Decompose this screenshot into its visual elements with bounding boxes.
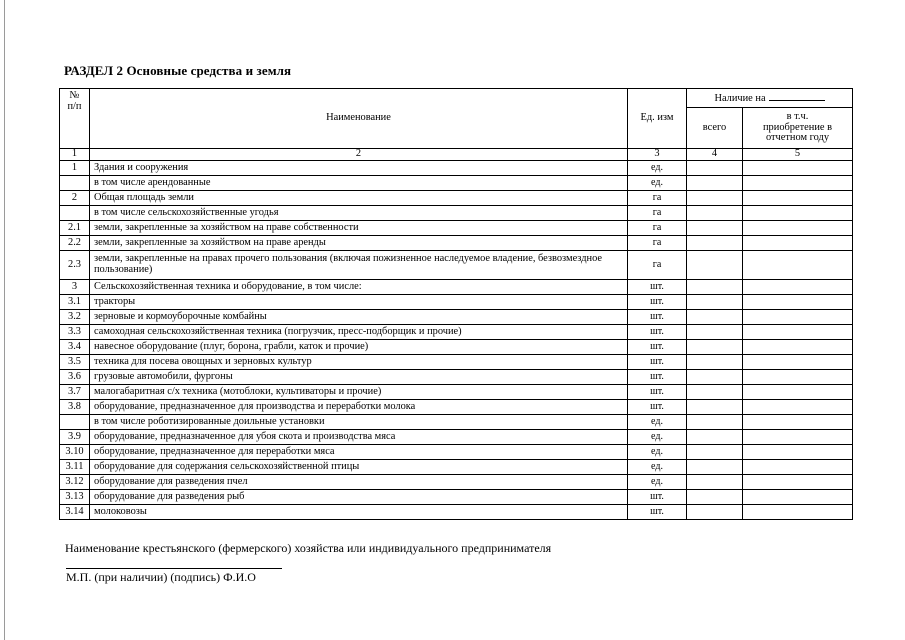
row-number: 3.10 xyxy=(60,445,90,460)
table-row xyxy=(60,355,853,370)
row-name: земли, закрепленные на правах прочего пользования (включая пожизненное наследуемое владение, безвозмездное пользование) xyxy=(90,251,628,280)
header-acquired-label: в т.ч. приобретение в отчетном году xyxy=(763,110,832,144)
row-name: оборудование, предназначенное для производства и переработки молока xyxy=(90,400,628,415)
row-unit: шт. xyxy=(628,280,687,295)
row-acquired-input[interactable] xyxy=(743,161,853,176)
fixed-assets-table xyxy=(59,88,853,520)
row-name: зерновые и кормоуборочные комбайны xyxy=(90,310,628,325)
row-number: 1 xyxy=(60,161,90,176)
row-acquired-input[interactable] xyxy=(743,325,853,340)
row-name: малогабаритная с/х техника (мотоблоки, культиваторы и прочие) xyxy=(90,385,628,400)
table-row xyxy=(60,430,853,445)
table-row xyxy=(60,236,853,251)
row-acquired-input[interactable] xyxy=(743,475,853,490)
row-number xyxy=(60,206,90,221)
availability-date-field[interactable] xyxy=(769,91,825,101)
row-number: 3.9 xyxy=(60,430,90,445)
row-unit: шт. xyxy=(628,490,687,505)
row-unit: ед. xyxy=(628,475,687,490)
table-row xyxy=(60,505,853,520)
row-name: Сельскохозяйственная техника и оборудование, в том числе: xyxy=(90,280,628,295)
row-total-input[interactable] xyxy=(687,340,743,355)
row-total-input[interactable] xyxy=(687,415,743,430)
table-row xyxy=(60,415,853,430)
column-number-row xyxy=(60,149,853,161)
row-name: земли, закрепленные за хозяйством на праве собственности xyxy=(90,221,628,236)
row-name: техника для посева овощных и зерновых культур xyxy=(90,355,628,370)
row-acquired-input[interactable] xyxy=(743,206,853,221)
row-name: Здания и сооружения xyxy=(90,161,628,176)
header-unit-label: Ед. изм xyxy=(640,112,674,124)
row-total-input[interactable] xyxy=(687,206,743,221)
row-number: 2.2 xyxy=(60,236,90,251)
table-row xyxy=(60,460,853,475)
row-acquired-input[interactable] xyxy=(743,221,853,236)
row-name: грузовые автомобили, фургоны xyxy=(90,370,628,385)
table-row xyxy=(60,206,853,221)
row-total-input[interactable] xyxy=(687,400,743,415)
row-number: 2 xyxy=(60,191,90,206)
row-unit: шт. xyxy=(628,340,687,355)
row-acquired-input[interactable] xyxy=(743,385,853,400)
row-acquired-input[interactable] xyxy=(743,415,853,430)
row-total-input[interactable] xyxy=(687,475,743,490)
table-row xyxy=(60,251,853,280)
row-number xyxy=(60,176,90,191)
table-row xyxy=(60,280,853,295)
row-acquired-input[interactable] xyxy=(743,295,853,310)
row-number: 3.13 xyxy=(60,490,90,505)
row-total-input[interactable] xyxy=(687,505,743,520)
row-total-input[interactable] xyxy=(687,280,743,295)
row-acquired-input[interactable] xyxy=(743,355,853,370)
row-total-input[interactable] xyxy=(687,325,743,340)
row-name: навесное оборудование (плуг, борона, грабли, каток и прочие) xyxy=(90,340,628,355)
row-number: 3.3 xyxy=(60,325,90,340)
row-number: 3.1 xyxy=(60,295,90,310)
farm-name-caption: Наименование крестьянского (фермерского) хозяйства или индивидуального предпринимателя xyxy=(65,541,552,555)
row-unit: га xyxy=(628,191,687,206)
table-row xyxy=(60,370,853,385)
row-unit: шт. xyxy=(628,505,687,520)
row-acquired-input[interactable] xyxy=(743,505,853,520)
row-acquired-input[interactable] xyxy=(743,340,853,355)
table-row xyxy=(60,340,853,355)
row-unit: га xyxy=(628,236,687,251)
table-row xyxy=(60,221,853,236)
row-unit: шт. xyxy=(628,400,687,415)
row-number: 3.4 xyxy=(60,340,90,355)
row-unit: га xyxy=(628,251,687,280)
row-acquired-input[interactable] xyxy=(743,370,853,385)
row-unit: ед. xyxy=(628,161,687,176)
column-number: 4 xyxy=(687,149,743,161)
row-name: оборудование, предназначенное для переработки мяса xyxy=(90,445,628,460)
row-number: 3.2 xyxy=(60,310,90,325)
row-acquired-input[interactable] xyxy=(743,191,853,206)
column-number: 3 xyxy=(628,149,687,161)
row-unit: шт. xyxy=(628,295,687,310)
row-total-input[interactable] xyxy=(687,355,743,370)
row-total-input[interactable] xyxy=(687,295,743,310)
row-acquired-input[interactable] xyxy=(743,176,853,191)
row-acquired-input[interactable] xyxy=(743,445,853,460)
header-acquired xyxy=(743,108,853,149)
row-unit: ед. xyxy=(628,430,687,445)
row-total-input[interactable] xyxy=(687,236,743,251)
table-row xyxy=(60,385,853,400)
row-acquired-input[interactable] xyxy=(743,460,853,475)
row-name: тракторы xyxy=(90,295,628,310)
table-row xyxy=(60,176,853,191)
row-total-input[interactable] xyxy=(687,385,743,400)
row-total-input[interactable] xyxy=(687,490,743,505)
row-number xyxy=(60,415,90,430)
header-name-label: Наименование xyxy=(326,112,391,124)
row-name: земли, закрепленные за хозяйством на праве аренды xyxy=(90,236,628,251)
row-number: 3.8 xyxy=(60,400,90,415)
row-number: 3.12 xyxy=(60,475,90,490)
row-acquired-input[interactable] xyxy=(743,430,853,445)
row-unit: шт. xyxy=(628,385,687,400)
page-edge-line xyxy=(4,0,5,640)
row-name: оборудование для разведения рыб xyxy=(90,490,628,505)
section-title: РАЗДЕЛ 2 Основные средства и земля xyxy=(64,63,292,78)
header-unit xyxy=(628,89,687,149)
header-total xyxy=(687,108,743,149)
row-number: 2.3 xyxy=(60,251,90,280)
table-row xyxy=(60,161,853,176)
row-total-input[interactable] xyxy=(687,430,743,445)
row-number: 2.1 xyxy=(60,221,90,236)
row-acquired-input[interactable] xyxy=(743,280,853,295)
table-row xyxy=(60,295,853,310)
table-row xyxy=(60,490,853,505)
row-number: 3.14 xyxy=(60,505,90,520)
row-total-input[interactable] xyxy=(687,191,743,206)
row-name: самоходная сельскохозяйственная техника (погрузчик, пресс-подборщик и прочие) xyxy=(90,325,628,340)
column-number: 2 xyxy=(90,149,628,161)
row-unit: ед. xyxy=(628,445,687,460)
row-unit: шт. xyxy=(628,310,687,325)
row-acquired-input[interactable] xyxy=(743,400,853,415)
row-number: 3.6 xyxy=(60,370,90,385)
row-acquired-input[interactable] xyxy=(743,251,853,280)
row-name: Общая площадь земли xyxy=(90,191,628,206)
header-name xyxy=(90,89,628,149)
header-availability xyxy=(687,89,853,108)
row-name: оборудование для разведения пчел xyxy=(90,475,628,490)
row-number: 3.5 xyxy=(60,355,90,370)
table-row xyxy=(60,445,853,460)
row-name: в том числе арендованные xyxy=(90,176,628,191)
header-availability-label: Наличие на xyxy=(714,93,766,105)
row-unit: ед. xyxy=(628,460,687,475)
row-unit: шт. xyxy=(628,325,687,340)
row-acquired-input[interactable] xyxy=(743,310,853,325)
row-total-input[interactable] xyxy=(687,445,743,460)
header-number-label: № п/п xyxy=(67,90,82,112)
row-total-input[interactable] xyxy=(687,161,743,176)
header-total-label: всего xyxy=(702,121,727,133)
row-unit: ед. xyxy=(628,415,687,430)
row-name: оборудование, предназначенное для убоя скота и производства мяса xyxy=(90,430,628,445)
table-row xyxy=(60,400,853,415)
header-number xyxy=(60,89,90,149)
table-row xyxy=(60,325,853,340)
row-unit: шт. xyxy=(628,355,687,370)
row-name: в том числе сельскохозяйственные угодья xyxy=(90,206,628,221)
row-total-input[interactable] xyxy=(687,370,743,385)
row-unit: шт. xyxy=(628,370,687,385)
row-number: 3.11 xyxy=(60,460,90,475)
row-unit: га xyxy=(628,221,687,236)
row-name: в том числе роботизированные доильные установки xyxy=(90,415,628,430)
row-name: молоковозы xyxy=(90,505,628,520)
row-number: 3.7 xyxy=(60,385,90,400)
row-total-input[interactable] xyxy=(687,221,743,236)
row-unit: га xyxy=(628,206,687,221)
row-number: 3 xyxy=(60,280,90,295)
signature-line[interactable] xyxy=(66,568,282,569)
signature-caption: М.П. (при наличии) (подпись) Ф.И.О xyxy=(66,570,256,584)
column-number: 1 xyxy=(60,149,90,161)
row-total-input[interactable] xyxy=(687,251,743,280)
row-acquired-input[interactable] xyxy=(743,236,853,251)
row-total-input[interactable] xyxy=(687,310,743,325)
column-number: 5 xyxy=(743,149,853,161)
table-row xyxy=(60,475,853,490)
row-total-input[interactable] xyxy=(687,460,743,475)
row-acquired-input[interactable] xyxy=(743,490,853,505)
row-total-input[interactable] xyxy=(687,176,743,191)
row-unit: ед. xyxy=(628,176,687,191)
row-name: оборудование для содержания сельскохозяйственной птицы xyxy=(90,460,628,475)
table-row xyxy=(60,310,853,325)
table-row xyxy=(60,191,853,206)
